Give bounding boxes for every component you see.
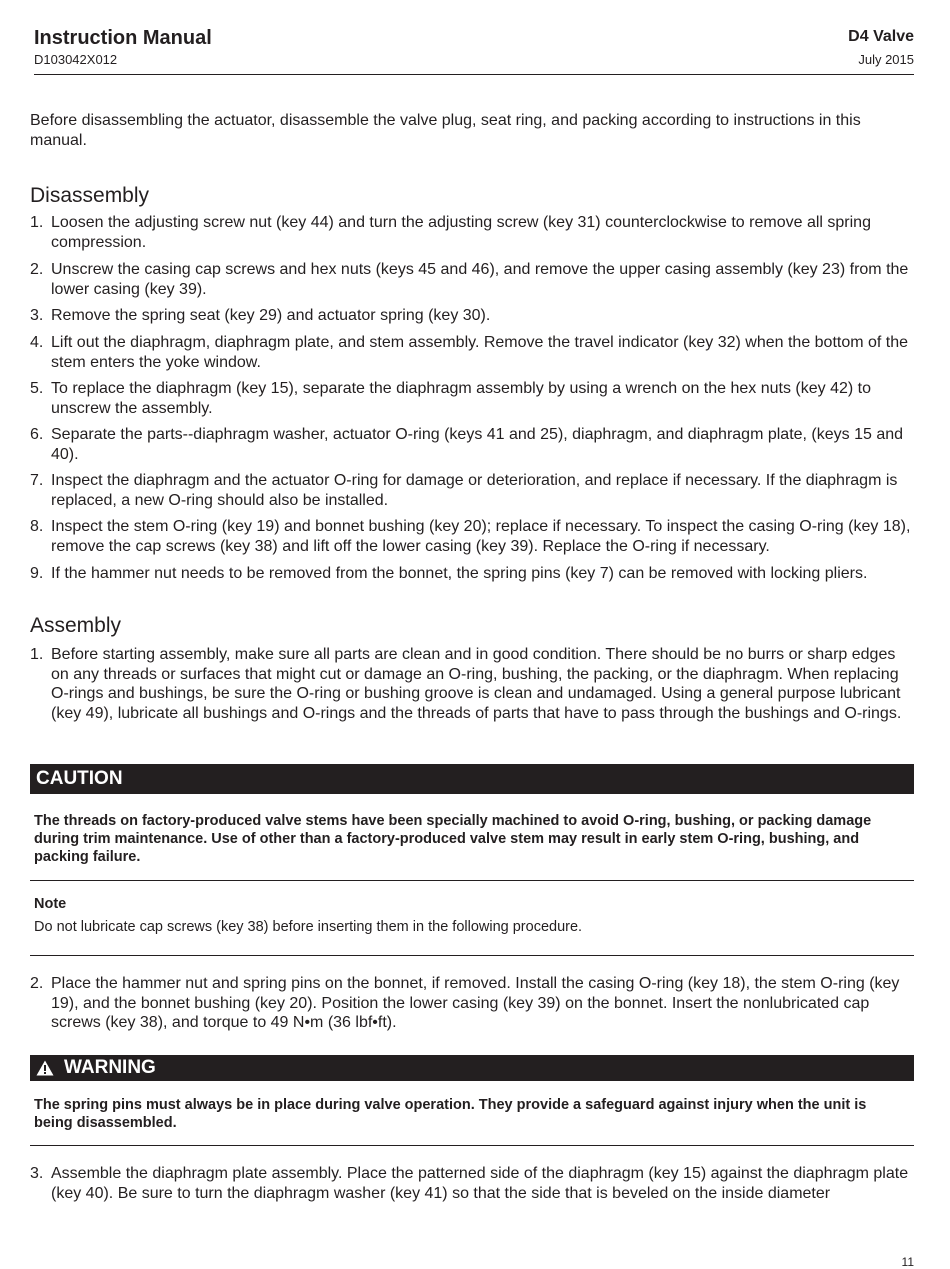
product-name: D4 Valve [848,28,914,45]
step-number: 1. [30,646,44,663]
warning-banner [30,1055,914,1081]
step-text: Assemble the diaphragm plate assembly. Place the patterned side of the diaphragm (key 15) against the diaphragm plate (key 40). Be sure to turn the diaphragm washer (key 41) so that the side that is beveled on the inside diameter [51,1165,909,1202]
step-number: 3. [30,307,44,324]
note-label: Note [34,896,67,912]
manual-title: Instruction Manual [34,27,212,49]
step-number: 4. [30,334,44,351]
disassembly-step [30,425,914,464]
caution-banner: CAUTION [30,764,914,794]
disassembly-step [30,517,914,556]
step-text: Inspect the stem O-ring (key 19) and bonnet bushing (key 20); replace if necessary. To inspect the casing O-ring (key 18), remove the cap screws (key 38) and lift off the lower casing (key 39). Replace the O-ring if necessary. [51,518,911,555]
intro-paragraph: Before disassembling the actuator, disassemble the valve plug, seat ring, and packing according to instructions in this manual. [30,112,861,149]
step-text: Inspect the diaphragm and the actuator O-ring for damage or deterioration, and replace if necessary. If the diaphragm is replaced, a new O-ring should also be installed. [51,472,898,509]
publication-date: July 2015 [858,52,914,67]
step-text: Lift out the diaphragm, diaphragm plate, and stem assembly. Remove the travel indicator (key 32) when the bottom of the stem enters the yoke window. [51,334,909,371]
step-text: Before starting assembly, make sure all parts are clean and in good condition. There should be no burrs or sharp edges on any threads or surfaces that might cut or damage an O-ring, bushing, the packing, or the diaphragm. When replacing O-rings and bushings, be sure the O-ring or bushing groove is clean and undamaged. Using a general purpose lubricant (key 49), lubricate all bushings and O-rings and the threads of parts that have to pass through the bushings and O-rings. [51,646,902,722]
page-number: 11 [901,1255,914,1269]
page-header [34,26,914,75]
disassembly-heading: Disassembly [30,184,150,207]
disassembly-step [30,213,914,252]
disassembly-step [30,564,914,584]
step-text: Remove the spring seat (key 29) and actuator spring (key 30). [51,307,491,324]
warning-label: WARNING [64,1057,156,1078]
step-number: 2. [30,261,44,278]
caution-text: The threads on factory-produced valve stems have been specially machined to avoid O-ring, bushing, or packing damage during trim maintenance. Use of other than a factory-produced valve stem may result in early stem O-ring, bushing, and packing failure. [34,813,872,865]
warning-triangle-icon [36,1060,54,1076]
step-text: If the hammer nut needs to be removed from the bonnet, the spring pins (key 7) can be removed with locking pliers. [51,565,868,582]
disassembly-step [30,306,914,326]
step-text: Loosen the adjusting screw nut (key 44) and turn the adjusting screw (key 31) counterclockwise to remove all spring compression. [51,214,871,251]
assembly-step [30,974,914,1033]
disassembly-step [30,471,914,510]
assembly-heading: Assembly [30,614,122,637]
divider [30,880,914,881]
step-text: Unscrew the casing cap screws and hex nuts (keys 45 and 46), and remove the upper casing assembly (key 23) from the lower casing (key 39). [51,261,909,298]
document-number: D103042X012 [34,52,118,67]
warning-text: The spring pins must always be in place during valve operation. They provide a safeguard against injury when the unit is being disassembled. [34,1097,867,1131]
step-text: Separate the parts--diaphragm washer, actuator O-ring (keys 41 and 25), diaphragm, and diaphragm plate, (keys 15 and 40). [51,426,904,463]
divider [30,1145,914,1146]
step-number: 8. [30,518,44,535]
step-number: 6. [30,426,44,443]
disassembly-step [30,379,914,418]
note-text: Do not lubricate cap screws (key 38) before inserting them in the following procedure. [34,919,583,935]
step-number: 7. [30,472,44,489]
step-number: 5. [30,380,44,397]
assembly-step [30,1164,914,1203]
disassembly-step [30,333,914,372]
disassembly-step [30,260,914,299]
step-number: 9. [30,565,44,582]
step-number: 1. [30,214,44,231]
step-number: 2. [30,975,44,992]
step-text: To replace the diaphragm (key 15), separate the diaphragm assembly by using a wrench on the hex nuts (key 42) to unscrew the assembly. [51,380,872,417]
step-number: 3. [30,1165,44,1182]
step-text: Place the hammer nut and spring pins on the bonnet, if removed. Install the casing O-ring (key 18), the stem O-ring (key 19), and the bonnet bushing (key 20). Position the lower casing (key 39) on the bonnet. Insert the nonlubricated cap screws (key 38), and torque to 49 N•m (36 lbf•ft). [51,975,900,1031]
assembly-step [30,645,914,723]
divider [30,955,914,956]
